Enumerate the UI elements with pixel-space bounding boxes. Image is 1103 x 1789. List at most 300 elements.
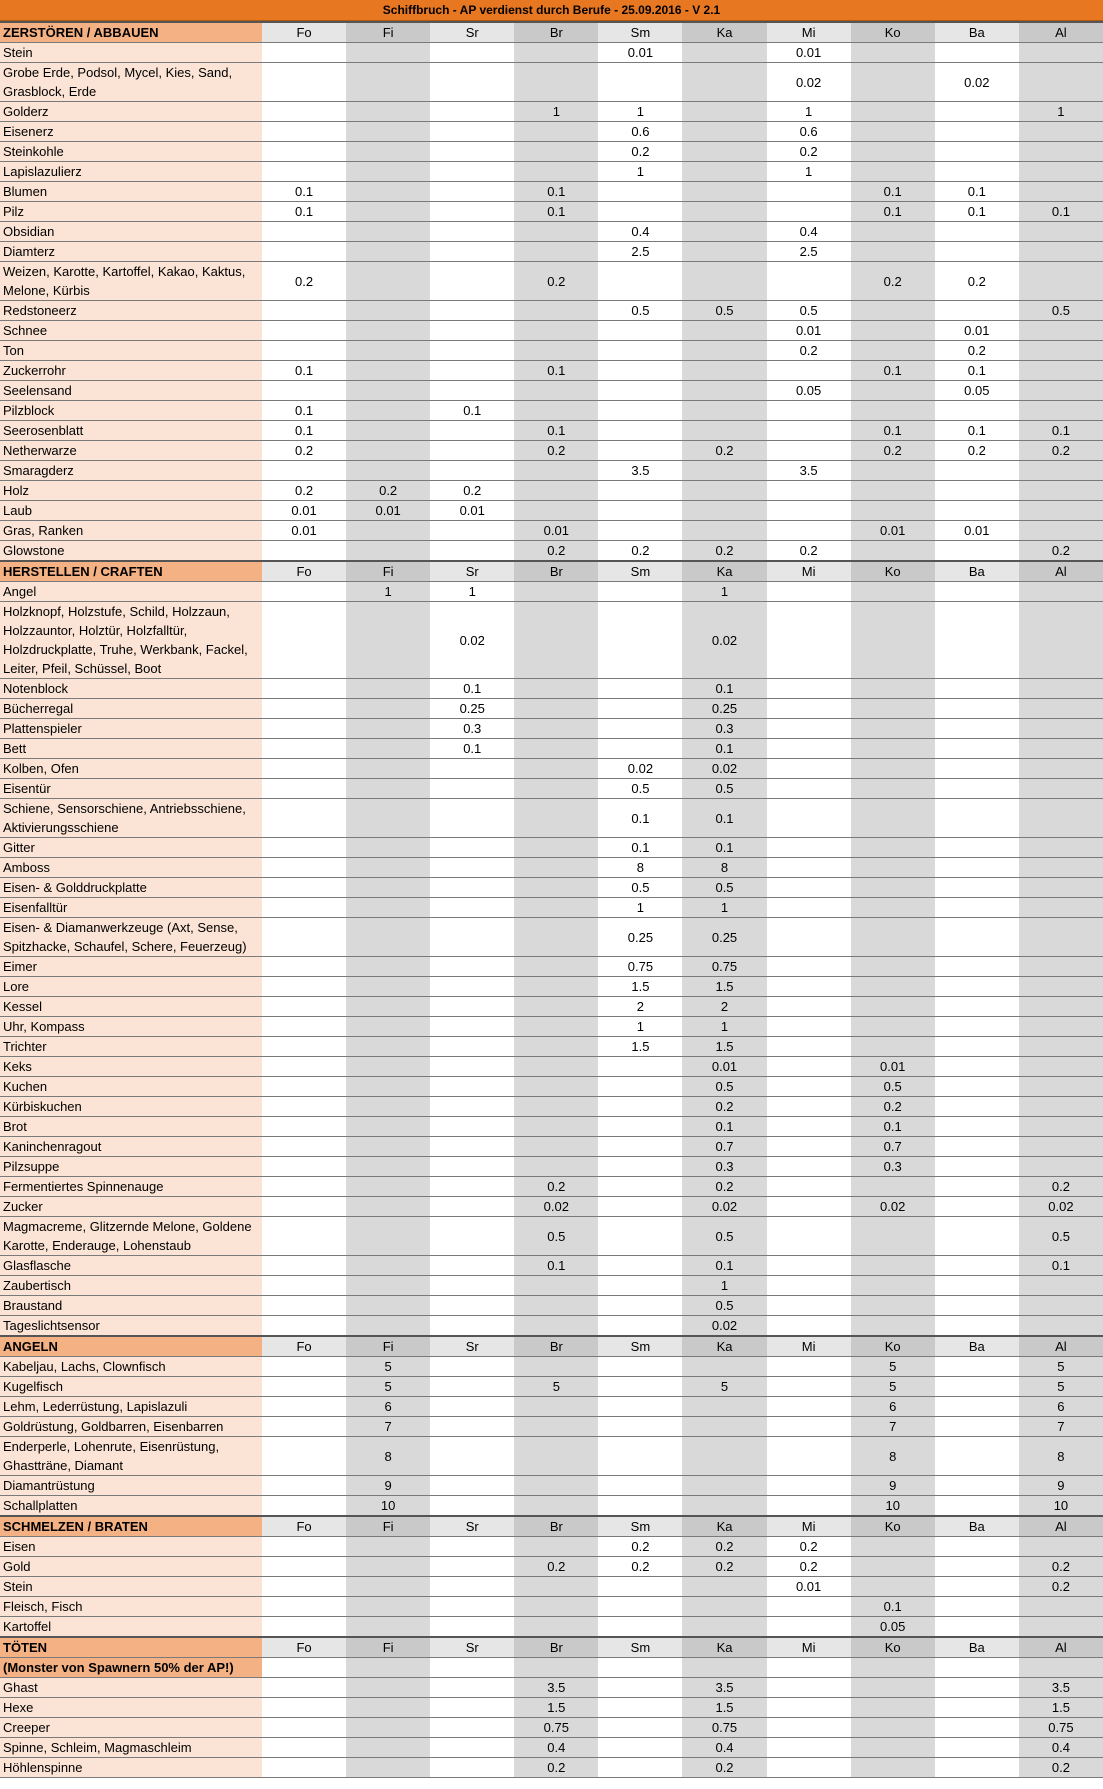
table-row xyxy=(0,441,1103,461)
value-cell xyxy=(767,481,851,501)
value-cell xyxy=(1019,719,1103,739)
value-cell: 0.4 xyxy=(598,222,682,242)
value-cell: 0.1 xyxy=(935,361,1019,381)
value-cell xyxy=(851,719,935,739)
value-cell xyxy=(262,162,346,182)
value-cell: 0.5 xyxy=(598,301,682,321)
value-cell xyxy=(262,1296,346,1316)
value-cell xyxy=(767,1476,851,1496)
value-cell xyxy=(346,321,430,341)
value-cell xyxy=(430,997,514,1017)
column-header: Br xyxy=(514,1637,598,1658)
value-cell xyxy=(346,301,430,321)
value-cell xyxy=(262,142,346,162)
value-cell xyxy=(1019,1617,1103,1638)
value-cell: 7 xyxy=(851,1417,935,1437)
column-header: Ko xyxy=(851,561,935,582)
value-cell xyxy=(682,1437,766,1476)
value-cell xyxy=(262,541,346,562)
value-cell xyxy=(430,1276,514,1296)
value-cell xyxy=(430,1738,514,1758)
value-cell xyxy=(935,1296,1019,1316)
value-cell xyxy=(1019,1017,1103,1037)
value-cell xyxy=(430,1597,514,1617)
value-cell xyxy=(935,719,1019,739)
value-cell: 0.2 xyxy=(1019,1577,1103,1597)
row-label: Redstoneerz xyxy=(0,301,262,321)
row-label: Weizen, Karotte, Kartoffel, Kakao, Kaktus, Melone, Kürbis xyxy=(0,262,262,301)
value-cell xyxy=(935,918,1019,957)
value-cell xyxy=(262,1417,346,1437)
value-cell xyxy=(851,222,935,242)
value-cell: 1 xyxy=(598,162,682,182)
row-label: Kuchen xyxy=(0,1077,262,1097)
table-row xyxy=(0,759,1103,779)
table-row xyxy=(0,1718,1103,1738)
value-cell: 0.02 xyxy=(682,1197,766,1217)
value-cell: 1 xyxy=(682,1276,766,1296)
value-cell xyxy=(346,122,430,142)
value-cell xyxy=(935,1217,1019,1256)
value-cell xyxy=(935,1276,1019,1296)
table-row xyxy=(0,461,1103,481)
value-cell xyxy=(767,759,851,779)
value-cell: 0.75 xyxy=(682,957,766,977)
column-header: Sr xyxy=(430,1516,514,1537)
value-cell: 0.01 xyxy=(935,521,1019,541)
table-row xyxy=(0,838,1103,858)
value-cell: 0.5 xyxy=(767,301,851,321)
value-cell xyxy=(851,301,935,321)
value-cell: 0.2 xyxy=(514,262,598,301)
value-cell xyxy=(514,997,598,1017)
value-cell xyxy=(514,242,598,262)
table-row xyxy=(0,1217,1103,1256)
column-header: Sr xyxy=(430,1637,514,1658)
table-row xyxy=(0,602,1103,679)
column-header: Mi xyxy=(767,561,851,582)
value-cell: 0.05 xyxy=(851,1617,935,1638)
table-row xyxy=(0,1037,1103,1057)
value-cell xyxy=(514,481,598,501)
table-row xyxy=(0,1617,1103,1638)
value-cell xyxy=(935,102,1019,122)
value-cell xyxy=(430,182,514,202)
table-cell xyxy=(851,1658,935,1678)
value-cell xyxy=(682,202,766,222)
value-cell xyxy=(851,1537,935,1557)
value-cell xyxy=(767,779,851,799)
value-cell xyxy=(598,1296,682,1316)
value-cell xyxy=(767,401,851,421)
value-cell xyxy=(767,1316,851,1337)
column-header: Fo xyxy=(262,1637,346,1658)
value-cell xyxy=(1019,242,1103,262)
value-cell xyxy=(851,759,935,779)
value-cell xyxy=(598,1417,682,1437)
table-row xyxy=(0,679,1103,699)
value-cell: 1.5 xyxy=(514,1698,598,1718)
value-cell: 0.1 xyxy=(262,182,346,202)
value-cell xyxy=(598,501,682,521)
value-cell xyxy=(346,182,430,202)
column-header: Sr xyxy=(430,1336,514,1357)
value-cell xyxy=(682,262,766,301)
value-cell xyxy=(598,262,682,301)
value-cell xyxy=(851,321,935,341)
value-cell xyxy=(767,421,851,441)
value-cell: 0.2 xyxy=(598,541,682,562)
row-label: Gitter xyxy=(0,838,262,858)
value-cell xyxy=(346,679,430,699)
value-cell: 0.75 xyxy=(598,957,682,977)
section-note-row xyxy=(0,1658,1103,1678)
value-cell xyxy=(262,918,346,957)
table-row xyxy=(0,918,1103,957)
value-cell xyxy=(346,1137,430,1157)
value-cell xyxy=(851,898,935,918)
value-cell xyxy=(598,1276,682,1296)
value-cell xyxy=(1019,1097,1103,1117)
value-cell: 0.1 xyxy=(514,182,598,202)
value-cell: 0.05 xyxy=(935,381,1019,401)
value-cell xyxy=(935,582,1019,602)
value-cell xyxy=(851,602,935,679)
value-cell xyxy=(262,1197,346,1217)
value-cell xyxy=(346,401,430,421)
value-cell xyxy=(262,242,346,262)
value-cell xyxy=(346,1197,430,1217)
column-header: Ko xyxy=(851,1336,935,1357)
row-label: Stein xyxy=(0,43,262,63)
value-cell: 0.2 xyxy=(767,1557,851,1577)
value-cell: 0.2 xyxy=(682,1097,766,1117)
value-cell xyxy=(262,461,346,481)
value-cell xyxy=(767,1397,851,1417)
value-cell xyxy=(430,361,514,381)
value-cell xyxy=(935,1097,1019,1117)
value-cell xyxy=(767,1217,851,1256)
value-cell xyxy=(514,858,598,878)
table-row xyxy=(0,43,1103,63)
value-cell xyxy=(514,1357,598,1377)
value-cell: 0.5 xyxy=(682,878,766,898)
row-label: Kugelfisch xyxy=(0,1377,262,1397)
row-label: Trichter xyxy=(0,1037,262,1057)
value-cell xyxy=(598,1097,682,1117)
value-cell xyxy=(346,421,430,441)
row-label: Golderz xyxy=(0,102,262,122)
value-cell: 0.2 xyxy=(935,341,1019,361)
value-cell: 0.01 xyxy=(262,501,346,521)
value-cell xyxy=(262,43,346,63)
value-cell xyxy=(1019,1276,1103,1296)
value-cell xyxy=(1019,481,1103,501)
value-cell: 0.2 xyxy=(1019,1177,1103,1197)
section-title: ANGELN xyxy=(0,1336,262,1357)
value-cell xyxy=(514,222,598,242)
value-cell xyxy=(851,1316,935,1337)
table-cell xyxy=(514,1658,598,1678)
value-cell xyxy=(346,858,430,878)
value-cell xyxy=(346,1177,430,1197)
value-cell xyxy=(851,242,935,262)
value-cell xyxy=(514,1077,598,1097)
value-cell xyxy=(262,1758,346,1778)
value-cell: 2 xyxy=(682,997,766,1017)
value-cell: 10 xyxy=(1019,1496,1103,1517)
value-cell xyxy=(935,1537,1019,1557)
value-cell xyxy=(346,1617,430,1638)
column-header: Al xyxy=(1019,22,1103,43)
value-cell xyxy=(935,997,1019,1017)
value-cell xyxy=(262,719,346,739)
value-cell xyxy=(935,1437,1019,1476)
value-cell xyxy=(430,759,514,779)
value-cell xyxy=(935,858,1019,878)
value-cell xyxy=(346,162,430,182)
table-row xyxy=(0,1296,1103,1316)
value-cell xyxy=(514,63,598,102)
value-cell xyxy=(346,759,430,779)
value-cell xyxy=(1019,878,1103,898)
value-cell: 0.2 xyxy=(1019,441,1103,461)
value-cell xyxy=(514,1057,598,1077)
value-cell xyxy=(430,1758,514,1778)
value-cell: 0.1 xyxy=(262,202,346,222)
row-label: Ton xyxy=(0,341,262,361)
value-cell xyxy=(598,699,682,719)
value-cell xyxy=(1019,521,1103,541)
value-cell: 1 xyxy=(682,898,766,918)
value-cell: 1.5 xyxy=(598,977,682,997)
value-cell xyxy=(935,43,1019,63)
row-label: Eimer xyxy=(0,957,262,977)
row-label: Pilz xyxy=(0,202,262,222)
value-cell xyxy=(767,441,851,461)
value-cell xyxy=(598,361,682,381)
value-cell xyxy=(262,977,346,997)
value-cell xyxy=(767,997,851,1017)
value-cell: 0.01 xyxy=(346,501,430,521)
table-row xyxy=(0,501,1103,521)
column-header: Mi xyxy=(767,1336,851,1357)
value-cell xyxy=(851,878,935,898)
value-cell xyxy=(514,162,598,182)
value-cell: 0.2 xyxy=(682,1177,766,1197)
table-row xyxy=(0,1117,1103,1137)
value-cell: 0.1 xyxy=(430,739,514,759)
value-cell xyxy=(262,1077,346,1097)
value-cell: 10 xyxy=(346,1496,430,1517)
value-cell: 0.5 xyxy=(514,1217,598,1256)
value-cell: 7 xyxy=(346,1417,430,1437)
value-cell xyxy=(262,1718,346,1738)
table-row xyxy=(0,401,1103,421)
row-label: Gras, Ranken xyxy=(0,521,262,541)
value-cell xyxy=(935,1377,1019,1397)
value-cell xyxy=(598,1718,682,1738)
value-cell xyxy=(514,957,598,977)
value-cell xyxy=(598,1057,682,1077)
value-cell xyxy=(346,997,430,1017)
value-cell xyxy=(430,142,514,162)
value-cell xyxy=(262,102,346,122)
value-cell xyxy=(430,1397,514,1417)
section-title: ZERSTÖREN / ABBAUEN xyxy=(0,22,262,43)
row-label: Eisen- & Golddruckplatte xyxy=(0,878,262,898)
value-cell: 0.1 xyxy=(598,799,682,838)
value-cell xyxy=(767,878,851,898)
value-cell xyxy=(935,222,1019,242)
table-cell xyxy=(430,1658,514,1678)
value-cell: 0.3 xyxy=(682,719,766,739)
value-cell xyxy=(346,1698,430,1718)
value-cell: 1 xyxy=(346,582,430,602)
row-label: Zuckerrohr xyxy=(0,361,262,381)
value-cell xyxy=(851,582,935,602)
value-cell xyxy=(430,898,514,918)
column-header: Ba xyxy=(935,1516,1019,1537)
value-cell xyxy=(682,401,766,421)
value-cell xyxy=(1019,222,1103,242)
value-cell: 0.1 xyxy=(851,182,935,202)
value-cell xyxy=(430,1617,514,1638)
value-cell xyxy=(346,361,430,381)
value-cell xyxy=(851,142,935,162)
value-cell xyxy=(514,1157,598,1177)
value-cell xyxy=(851,799,935,838)
value-cell xyxy=(935,1617,1019,1638)
value-cell xyxy=(935,878,1019,898)
value-cell xyxy=(430,1537,514,1557)
value-cell xyxy=(767,1617,851,1638)
value-cell xyxy=(682,361,766,381)
value-cell xyxy=(430,262,514,301)
row-label: Tageslichtsensor xyxy=(0,1316,262,1337)
value-cell xyxy=(346,602,430,679)
value-cell xyxy=(262,838,346,858)
table-cell xyxy=(682,1658,766,1678)
column-header: Br xyxy=(514,22,598,43)
table-body xyxy=(0,22,1103,1778)
value-cell xyxy=(935,838,1019,858)
value-cell: 0.2 xyxy=(598,142,682,162)
value-cell: 0.5 xyxy=(682,1077,766,1097)
value-cell xyxy=(262,1097,346,1117)
section-title: SCHMELZEN / BRATEN xyxy=(0,1516,262,1537)
value-cell xyxy=(430,1017,514,1037)
value-cell xyxy=(262,739,346,759)
table-row xyxy=(0,977,1103,997)
value-cell xyxy=(598,1437,682,1476)
value-cell xyxy=(767,202,851,222)
value-cell: 2.5 xyxy=(598,242,682,262)
value-cell: 0.2 xyxy=(430,481,514,501)
value-cell xyxy=(767,1197,851,1217)
value-cell xyxy=(851,858,935,878)
value-cell xyxy=(346,1037,430,1057)
value-cell xyxy=(514,1417,598,1437)
value-cell: 0.2 xyxy=(767,341,851,361)
value-cell xyxy=(598,1357,682,1377)
value-cell: 0.02 xyxy=(682,759,766,779)
value-cell xyxy=(430,838,514,858)
table-row xyxy=(0,1276,1103,1296)
value-cell xyxy=(346,977,430,997)
value-cell xyxy=(598,1597,682,1617)
value-cell xyxy=(346,699,430,719)
value-cell xyxy=(1019,582,1103,602)
value-cell xyxy=(935,1397,1019,1417)
row-label: Uhr, Kompass xyxy=(0,1017,262,1037)
value-cell: 0.2 xyxy=(851,262,935,301)
value-cell: 0.2 xyxy=(262,441,346,461)
column-header: Ko xyxy=(851,22,935,43)
value-cell: 6 xyxy=(346,1397,430,1417)
table-cell xyxy=(598,1658,682,1678)
value-cell xyxy=(430,1437,514,1476)
row-label: Lore xyxy=(0,977,262,997)
table-row xyxy=(0,898,1103,918)
row-label: Zucker xyxy=(0,1197,262,1217)
column-header: Sm xyxy=(598,561,682,582)
column-header: Br xyxy=(514,1516,598,1537)
table-row xyxy=(0,481,1103,501)
value-cell xyxy=(1019,898,1103,918)
value-cell xyxy=(682,222,766,242)
value-cell xyxy=(598,1617,682,1638)
row-label: Glasflasche xyxy=(0,1256,262,1276)
value-cell xyxy=(851,739,935,759)
section-header-row xyxy=(0,561,1103,582)
value-cell xyxy=(682,501,766,521)
value-cell: 6 xyxy=(851,1397,935,1417)
value-cell xyxy=(430,222,514,242)
value-cell xyxy=(262,1157,346,1177)
value-cell: 0.5 xyxy=(682,1217,766,1256)
value-cell xyxy=(346,441,430,461)
value-cell xyxy=(346,1276,430,1296)
value-cell xyxy=(935,1357,1019,1377)
value-cell xyxy=(935,1758,1019,1778)
value-cell xyxy=(346,1117,430,1137)
value-cell xyxy=(430,957,514,977)
value-cell xyxy=(262,898,346,918)
value-cell xyxy=(514,1017,598,1037)
value-cell xyxy=(430,1097,514,1117)
column-header: Sm xyxy=(598,22,682,43)
value-cell xyxy=(430,202,514,222)
row-label: Netherwarze xyxy=(0,441,262,461)
row-label: Kaninchenragout xyxy=(0,1137,262,1157)
value-cell xyxy=(851,838,935,858)
value-cell xyxy=(598,321,682,341)
value-cell: 3.5 xyxy=(682,1678,766,1698)
value-cell xyxy=(935,898,1019,918)
table-row xyxy=(0,1256,1103,1276)
table-row xyxy=(0,1157,1103,1177)
value-cell xyxy=(1019,1117,1103,1137)
value-cell xyxy=(430,1197,514,1217)
value-cell xyxy=(935,1137,1019,1157)
value-cell xyxy=(430,1296,514,1316)
value-cell: 0.2 xyxy=(767,1537,851,1557)
table-row xyxy=(0,1197,1103,1217)
value-cell xyxy=(682,521,766,541)
value-cell xyxy=(262,779,346,799)
value-cell xyxy=(682,481,766,501)
